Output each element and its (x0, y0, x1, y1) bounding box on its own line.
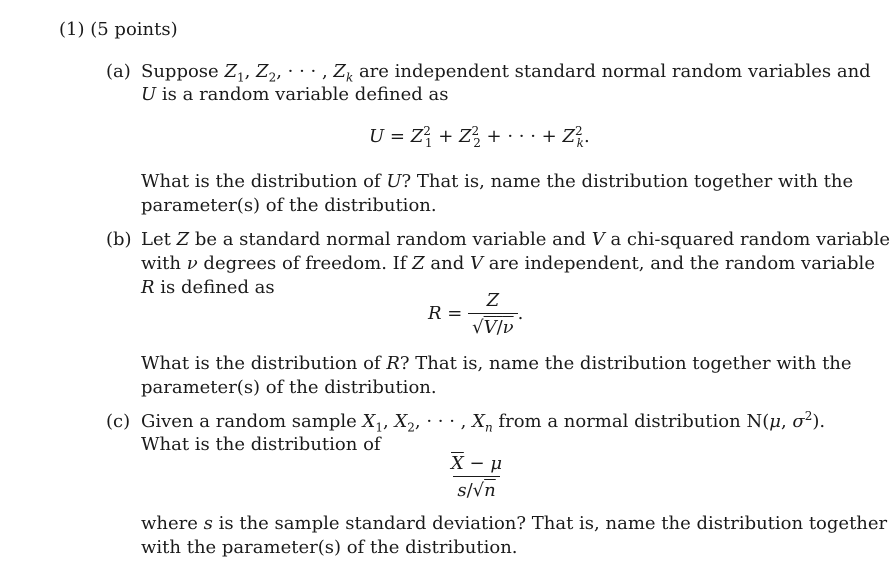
part-b-intro-4: with (141, 253, 181, 274)
part-a-question-line-1: What is the distribution of U? That is, name the distribution together with the (141, 171, 854, 192)
part-b-intro-line-3: R is defined as (141, 277, 275, 298)
part-b-question-3: parameter(s) of the distribution. (141, 377, 437, 398)
part-b-question-line-1: What is the distribution of R? That is, name the distribution together with the (141, 353, 852, 374)
part-b-equation: R = $\frac{Z}{√V/\nu}$ . (428, 290, 524, 338)
part-c-question-3: with the parameter(s) of the distribution. (141, 537, 518, 558)
part-c-question-2: is the sample standard deviation? That is, name the distribution together (218, 513, 888, 534)
part-b-label: (b) (106, 229, 132, 250)
part-b-intro-8: is defined as (160, 277, 275, 298)
part-a-intro-line-1: Suppose $Z_1$, $Z_2$, · · · , $Z_k$ are independent standard normal random variables and (141, 61, 871, 85)
problem-header: (1) (5 points) (59, 19, 178, 40)
part-b-intro-3: a chi-squared random variable (610, 229, 890, 250)
part-b-question-2: ? That is, name the distribution together with the (399, 353, 852, 374)
part-b-intro-line-2: with ν degrees of freedom. If Z and V are independent, and the random variable (141, 253, 875, 274)
part-b-fraction: $\frac{Z}{√V/\nu}$ (468, 290, 518, 338)
part-c-intro-line-1: Given a random sample $X_1$, $X_2$, · · · , $X_n$ from a normal distribution N(μ, $\sigma^2$). (141, 409, 826, 435)
part-c-intro-2: from a normal distribution (498, 411, 741, 432)
part-c-expression (447, 453, 506, 501)
part-c-intro-3: What is the distribution of (141, 434, 381, 455)
part-a-label: (a) (106, 61, 131, 82)
part-b-intro-5: degrees of freedom. If (203, 253, 407, 274)
part-b-intro-2: be a standard normal random variable and (194, 229, 586, 250)
part-a-question-2: ? That is, name the distribution together with the (401, 171, 854, 192)
part-c-question-line-1: where s is the sample standard deviation? That is, name the distribution together (141, 513, 888, 534)
part-a-question-3: parameter(s) of the distribution. (141, 195, 437, 216)
part-a-intro-1: Suppose (141, 61, 219, 82)
part-a-intro-3: is a random variable defined as (161, 84, 449, 105)
part-c-fraction: $\frac{\overline{X} - \mu}{s/√n}$ (451, 453, 503, 501)
part-a-intro-line-2: U is a random variable defined as (141, 84, 449, 105)
part-c-intro-1: Given a random sample (141, 411, 357, 432)
part-a-intro-2: are independent standard normal random variables and (358, 61, 871, 82)
part-b-intro-6: and (430, 253, 465, 274)
part-c-label: (c) (106, 411, 131, 432)
part-b-intro-1: Let (141, 229, 171, 250)
part-c-question-1: where (141, 513, 198, 534)
part-b-question-1: What is the distribution of (141, 353, 381, 374)
part-b-intro-line-1: Let Z be a standard normal random variable and V a chi-squared random variable (141, 229, 890, 250)
part-a-question-1: What is the distribution of (141, 171, 381, 192)
part-b-intro-7: are independent, and the random variable (488, 253, 875, 274)
part-a-equation: $U = Z^2_1 + Z^2_2$ + · · · + $Z^2_k$. (369, 124, 590, 150)
